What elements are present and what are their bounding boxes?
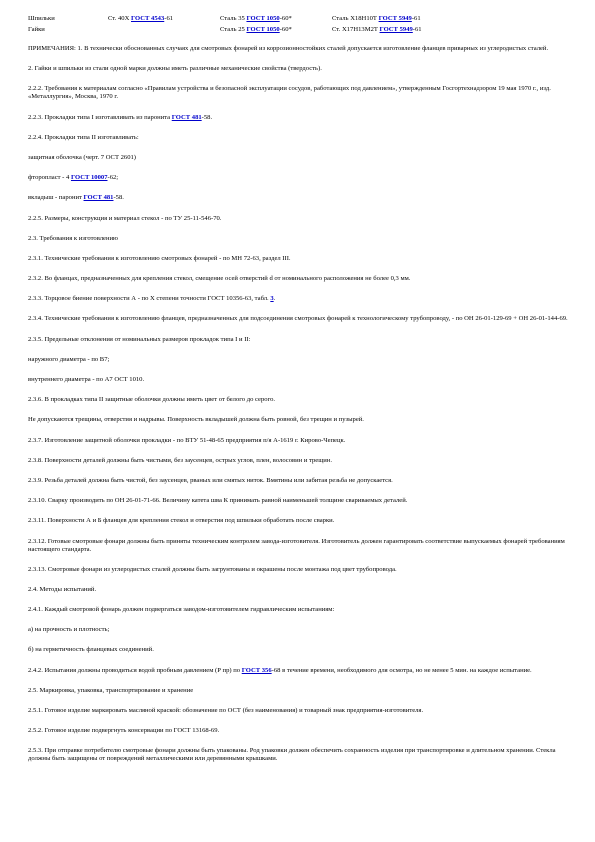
paragraph-text: б) на герметичность фланцевых соединений.	[28, 646, 154, 654]
paragraph-text: 2.3.12. Готовые смотровые фонари должны быть приняты техническим контролем завода-изготовителя. Изготовитель должен гарантировать соответствие выпускаемых фонарей требованиям настоящего стандарта.	[28, 537, 565, 553]
paragraph-text: 2.3.6. В прокладках типа II защитные оболочки должны иметь цвет от белого до серого.	[28, 396, 276, 404]
material-row	[28, 26, 488, 37]
standard-link[interactable]: ГОСТ 4543	[131, 15, 165, 22]
paragraph-text: 2.3.8. Поверхности деталей должны быть чистыми, без заусенцев, острых углов, плен, волосовин и трещин.	[28, 456, 332, 464]
grade-text: Сталь 25	[220, 26, 247, 33]
paragraph-text: а) на прочность и плотность;	[28, 626, 110, 634]
paragraph	[28, 295, 568, 303]
grade-suffix: -61	[164, 15, 174, 22]
paragraph	[28, 65, 568, 73]
paragraph-text: 2.3.3. Торцовое биение поверхности А - по X степени точности ГОСТ 10356-63, табл.	[28, 295, 271, 303]
paragraph-text: ПРИМЕЧАНИЯ: 1. В технически обоснованных случаях для смотровых фонарей из коррозионностойких сталей допускается изготовление фланцев приварных из углеродистых сталей.	[28, 45, 549, 52]
grade-suffix: -60*	[279, 15, 292, 22]
paragraph-suffix: -58.	[113, 194, 124, 202]
paragraph-text: фторопласт - 4	[28, 174, 71, 182]
document-body	[28, 45, 568, 763]
paragraph-suffix: -62;	[107, 174, 119, 182]
paragraph-text: 2.2.3. Прокладки типа I изготавливать из паронита	[28, 113, 172, 121]
paragraph-text: 2.3.10. Сварку производить по ОН 26-01-71-66. Величину катета шва К принимать равной наименьшей толщине свариваемых деталей.	[28, 497, 408, 505]
paragraph	[28, 315, 568, 323]
paragraph	[28, 626, 568, 634]
paragraph	[28, 275, 568, 283]
standard-link[interactable]: ГОСТ 481	[83, 194, 114, 202]
material-grade	[108, 26, 220, 37]
standard-link[interactable]: ГОСТ 5949	[378, 15, 412, 22]
paragraph-text: 2.3.2. Во фланцах, предназначенных для крепления стекол, смещение осей отверстий d от номинального расположения не более 0,3 мм.	[28, 275, 411, 283]
paragraph-suffix: -58.	[201, 113, 213, 121]
paragraph-text: вкладыш - паронит	[28, 194, 84, 202]
paragraph	[28, 747, 568, 763]
standard-link[interactable]: ГОСТ 481	[171, 113, 202, 121]
paragraph-text: внутреннего диаметра - по А7 ОСТ 1010.	[28, 376, 145, 383]
paragraph	[28, 606, 568, 614]
paragraph-suffix: .	[273, 295, 276, 303]
paragraph	[28, 134, 568, 142]
paragraph-text: Не допускаются трещины, отверстия и надрывы. Поверхность вкладышей должна быть ровной, без трещин и пузырей.	[28, 416, 364, 424]
paragraph	[28, 687, 568, 695]
paragraph	[28, 396, 568, 404]
paragraph-text: 2.5.1. Готовое изделие маркировать масляной краской: обозначение по ОСТ (без наименования) и товарный знак предприятия-изготовителя.	[28, 707, 424, 714]
standard-link[interactable]: 3	[270, 295, 274, 303]
paragraph	[28, 154, 568, 162]
paragraph-text: 2.3.9. Резьба деталей должна быть чистой, без заусенцев, рваных или смятых ниток. Вмятины или забитая резьба не допускается.	[28, 476, 393, 484]
material-row	[28, 15, 488, 26]
material-name: Шпильки	[28, 15, 55, 22]
standard-link[interactable]: ГОСТ 1050	[246, 15, 280, 22]
paragraph-text: наружного диаметра - по В7;	[28, 355, 110, 363]
paragraph	[28, 517, 568, 525]
paragraph	[28, 215, 568, 223]
material-grade	[108, 15, 220, 26]
material-grade	[220, 26, 332, 37]
paragraph-text: 2.5.2. Готовое изделие подвергнуть консервации по ГОСТ 13168-69.	[28, 727, 220, 735]
material-grade	[332, 26, 488, 37]
paragraph-text: 2.5.3. При отправке потребителю смотровые фонари должны быть упакованы. Род упаковки должен обеспечить сохранность изделия при транспортировке и длительном хранении. Стекла должны быть защищены от повреждений металлическими или деревянными крышками.	[28, 747, 556, 763]
standard-link[interactable]: ГОСТ 5949	[379, 26, 413, 33]
paragraph-text: 2.3.7. Изготовление защитной оболочки прокладки - по ВТУ 51-48-65 предприятия п/я А-1619 г. Кирово-Чепецк.	[28, 436, 346, 444]
paragraph-text: 2.3.5. Предельные отклонения от номинальных размеров прокладок типа I и II:	[28, 335, 251, 343]
materials-table	[28, 15, 488, 37]
grade-suffix: -61	[412, 26, 422, 33]
material-grade	[332, 15, 488, 26]
paragraph-text: 2.2.2. Требования к материалам согласно «Правилам устройства и безопасной эксплуатации сосудов, работающих под давлением», утвержденным Госгортехнадзором 19 мая 1970 г., изд. «Металлургия», Москва, 1970 г.	[28, 85, 551, 101]
paragraph-text: 2.2.4. Прокладки типа II изготавливать:	[28, 133, 139, 141]
paragraph	[28, 45, 568, 53]
grade-text: Сталь 35	[220, 15, 247, 22]
paragraph-text: 2. Гайки и шпильки из стали одной марки должны иметь различные механические свойства (твердость).	[28, 65, 322, 73]
paragraph	[28, 586, 568, 594]
paragraph	[28, 114, 568, 122]
paragraph-text: 2.3.1. Технические требования к изготовлению смотровых фонарей - по МН 72-63, раздел III.	[28, 254, 291, 262]
standard-link[interactable]: ГОСТ 1050	[246, 26, 280, 33]
grade-suffix: -60*	[279, 26, 292, 33]
standard-link[interactable]: ГОСТ 10007	[70, 174, 108, 182]
paragraph	[28, 255, 568, 263]
paragraph-text: 2.3. Требования к изготовлению	[28, 234, 118, 242]
paragraph-text: 2.4.1. Каждый смотровой фонарь должен подвергаться заводом-изготовителем гидравлическим испытаниям:	[28, 606, 335, 614]
material-grade	[220, 15, 332, 26]
paragraph-text: 2.4. Методы испытаний.	[28, 585, 97, 593]
paragraph-text: 2.3.11. Поверхности А и Б фланцев для крепления стекол и отверстия под шпильки обработать после сварки.	[28, 517, 335, 525]
paragraph	[28, 457, 568, 465]
paragraph	[28, 356, 568, 364]
paragraph-text: 2.5. Маркировка, упаковка, транспортирование и хранение	[28, 686, 194, 694]
paragraph	[28, 497, 568, 505]
paragraph	[28, 437, 568, 445]
paragraph	[28, 727, 568, 735]
paragraph	[28, 336, 568, 344]
paragraph	[28, 85, 568, 101]
standard-link[interactable]: ГОСТ 356	[241, 666, 272, 674]
paragraph	[28, 376, 568, 384]
paragraph-suffix: -68 в течение времени, необходимого для осмотра, но не менее 5 мин. на каждое испытание.	[271, 666, 532, 674]
paragraph	[28, 538, 568, 554]
paragraph	[28, 646, 568, 654]
grade-text: Сталь Х18Н10Т	[332, 15, 379, 22]
paragraph-text: 2.2.5. Размеры, конструкция и материал стекол - по ТУ 25-11-546-70.	[28, 214, 222, 222]
grade-text: Ст. 40Х	[108, 15, 131, 22]
paragraph-text: защитная оболочка (черт. 7 ОСТ 2601)	[28, 153, 137, 161]
paragraph-text: 2.4.2. Испытания должны проводиться водой пробным давлением (Р пр) по	[28, 666, 242, 674]
paragraph	[28, 566, 568, 574]
paragraph-text: 2.3.4. Технические требования к изготовлению фланцев, предназначенных для подсоединения смотровых фонарей к технологическому трубопроводу, - по ОН 26-01-129-69 + ОН 26-01-144-69.	[28, 315, 568, 323]
paragraph	[28, 667, 568, 675]
document-page	[28, 15, 568, 776]
paragraph	[28, 477, 568, 485]
paragraph	[28, 174, 568, 182]
paragraph	[28, 416, 568, 424]
grade-suffix: -61	[411, 15, 421, 22]
paragraph	[28, 707, 568, 715]
material-name: Гайки	[28, 26, 45, 33]
paragraph	[28, 235, 568, 243]
grade-text: Ст. Х17Н13М2Т	[332, 26, 380, 33]
paragraph-text: 2.3.13. Смотровые фонари из углеродистых сталей должны быть загрунтованы и окрашены после монтажа под цвет трубопровода.	[28, 565, 397, 573]
paragraph	[28, 194, 568, 202]
